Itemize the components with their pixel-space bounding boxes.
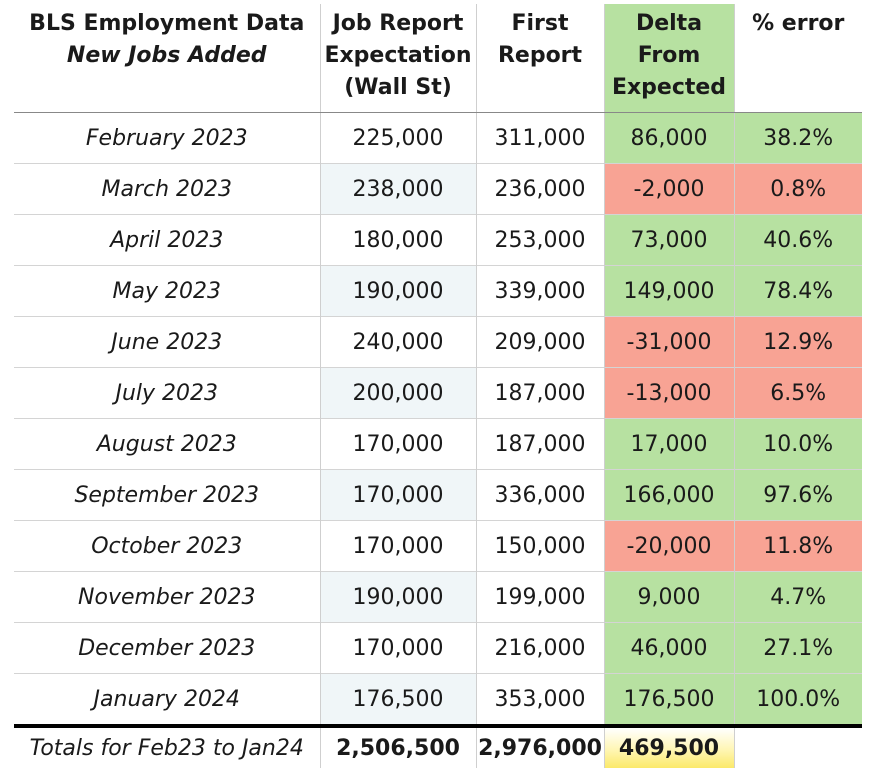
delta-cell: 176,500 — [604, 674, 734, 727]
first-report-cell: 311,000 — [476, 113, 604, 164]
percent-error-cell: 40.6% — [734, 215, 862, 266]
delta-cell: -31,000 — [604, 317, 734, 368]
table-row — [14, 572, 862, 623]
header-month-subtitle: New Jobs Added — [66, 43, 267, 68]
percent-error-cell: 0.8% — [734, 164, 862, 215]
month-cell: November 2023 — [14, 572, 320, 623]
month-cell: April 2023 — [14, 215, 320, 266]
table-header — [14, 4, 862, 113]
expectation-cell: 190,000 — [320, 266, 476, 317]
month-cell: February 2023 — [85, 125, 248, 151]
first-report-cell: 209,000 — [476, 317, 604, 368]
month-cell: December 2023 — [14, 623, 320, 674]
delta-cell: 166,000 — [604, 470, 734, 521]
delta-cell: -20,000 — [604, 521, 734, 572]
header-expectation — [320, 4, 476, 113]
table-row — [14, 368, 862, 419]
header-row — [14, 4, 862, 113]
table-row — [14, 623, 862, 674]
percent-error-cell: 38.2% — [734, 113, 862, 164]
delta-cell: 86,000 — [604, 113, 734, 164]
totals-delta: 469,500 — [604, 726, 734, 768]
header-expectation-line2: Expectation — [324, 43, 472, 68]
header-first-report — [476, 4, 604, 113]
header-delta-line3: Expected — [611, 75, 727, 100]
totals-label: Totals for Feb23 to Jan24 — [14, 726, 320, 768]
percent-error-cell: 97.6% — [734, 470, 862, 521]
header-percent-error-label: % error — [752, 11, 845, 36]
first-report-cell: 353,000 — [476, 674, 604, 727]
totals-percent-error — [734, 726, 862, 768]
header-first-report-line1: First — [511, 11, 569, 36]
header-delta-line2: From — [637, 43, 701, 68]
expectation-cell: 190,000 — [320, 572, 476, 623]
table-row — [14, 521, 862, 572]
table-row — [14, 164, 862, 215]
header-month — [14, 4, 320, 113]
delta-cell: 149,000 — [604, 266, 734, 317]
first-report-cell: 336,000 — [476, 470, 604, 521]
first-report-cell: 150,000 — [476, 521, 604, 572]
expectation-cell: 170,000 — [320, 470, 476, 521]
month-cell: May 2023 — [14, 266, 320, 317]
expectation-cell: 200,000 — [320, 368, 476, 419]
delta-cell: 17,000 — [604, 419, 734, 470]
delta-cell: 9,000 — [604, 572, 734, 623]
expectation-cell: 180,000 — [320, 215, 476, 266]
table-row — [14, 317, 862, 368]
employment-data-table — [14, 4, 862, 768]
totals-row — [14, 726, 862, 768]
delta-cell: -2,000 — [604, 164, 734, 215]
first-report-cell: 253,000 — [476, 215, 604, 266]
header-expectation-line1: Job Report — [332, 11, 464, 36]
table-row — [14, 674, 862, 727]
percent-error-cell: 6.5% — [734, 368, 862, 419]
first-report-cell: 216,000 — [476, 623, 604, 674]
percent-error-cell: 12.9% — [734, 317, 862, 368]
month-cell: January 2024 — [14, 674, 320, 727]
header-first-report-line2: Report — [497, 43, 583, 68]
month-cell: August 2023 — [14, 419, 320, 470]
delta-cell: 73,000 — [604, 215, 734, 266]
table-row — [14, 266, 862, 317]
table-row — [14, 215, 862, 266]
percent-error-cell: 100.0% — [734, 674, 862, 727]
percent-error-cell: 10.0% — [734, 419, 862, 470]
header-expectation-line3: (Wall St) — [344, 75, 452, 100]
expectation-cell: 170,000 — [320, 521, 476, 572]
first-report-cell: 339,000 — [476, 266, 604, 317]
percent-error-cell: 27.1% — [734, 623, 862, 674]
percent-error-cell: 11.8% — [734, 521, 862, 572]
table-row — [14, 470, 862, 521]
table-row — [14, 113, 862, 164]
month-cell: March 2023 — [14, 164, 320, 215]
expectation-cell: 240,000 — [320, 317, 476, 368]
table-row — [14, 419, 862, 470]
expectation-cell: 176,500 — [320, 674, 476, 727]
month-cell: June 2023 — [14, 317, 320, 368]
header-delta — [604, 4, 734, 113]
first-report-cell: 236,000 — [476, 164, 604, 215]
month-cell: September 2023 — [14, 470, 320, 521]
expectation-cell: 238,000 — [320, 164, 476, 215]
first-report-cell: 199,000 — [476, 572, 604, 623]
first-report-cell: 187,000 — [476, 419, 604, 470]
totals-first-report: 2,976,000 — [476, 726, 604, 768]
table-footer — [14, 726, 862, 768]
delta-cell: 46,000 — [604, 623, 734, 674]
employment-table-sheet — [14, 4, 862, 768]
table-body — [14, 113, 862, 727]
month-cell: October 2023 — [14, 521, 320, 572]
header-month-title: BLS Employment Data — [29, 11, 305, 36]
expectation-cell: 170,000 — [320, 623, 476, 674]
percent-error-cell: 78.4% — [734, 266, 862, 317]
header-delta-line1: Delta — [635, 11, 703, 36]
percent-error-cell: 4.7% — [734, 572, 862, 623]
expectation-cell: 170,000 — [320, 419, 476, 470]
expectation-cell: 225,000 — [320, 113, 476, 164]
totals-expected: 2,506,500 — [320, 726, 476, 768]
header-percent-error — [734, 4, 862, 113]
delta-cell: -13,000 — [604, 368, 734, 419]
first-report-cell: 187,000 — [476, 368, 604, 419]
month-cell: July 2023 — [14, 368, 320, 419]
